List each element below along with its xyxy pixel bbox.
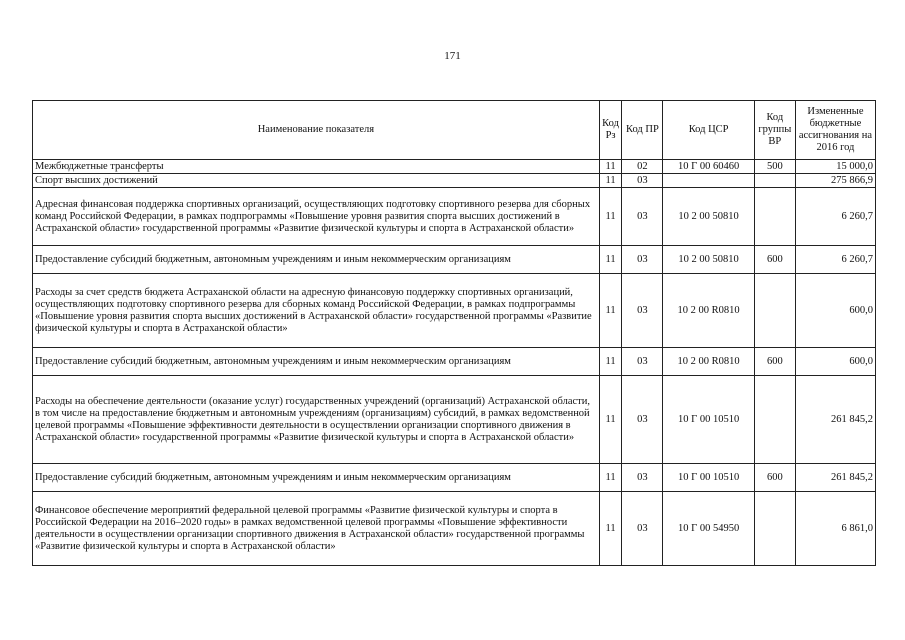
table-row [33,160,876,174]
row-amount: 6 260,7 [795,246,875,274]
table-row [33,188,876,246]
row-amount: 15 000,0 [795,160,875,174]
row-vr: 600 [754,348,795,376]
row-pr: 03 [622,246,663,274]
row-amount: 600,0 [795,348,875,376]
row-rz: 11 [599,174,622,188]
row-csr: 10 2 00 R0810 [663,348,754,376]
row-csr: 10 2 00 50810 [663,246,754,274]
header-pr: Код ПР [622,101,663,160]
row-rz: 11 [599,464,622,492]
row-vr [754,188,795,246]
row-vr: 600 [754,464,795,492]
header-name: Наименование показателя [33,101,600,160]
row-pr: 03 [622,174,663,188]
row-csr: 10 Г 00 60460 [663,160,754,174]
table-row [33,246,876,274]
row-rz: 11 [599,188,622,246]
page-number: 171 [444,50,461,62]
row-pr: 03 [622,376,663,464]
row-vr [754,274,795,348]
row-name: Спорт высших достижений [33,174,600,188]
row-amount: 6 861,0 [795,492,875,566]
row-amount: 261 845,2 [795,376,875,464]
row-csr: 10 2 00 R0810 [663,274,754,348]
row-vr [754,492,795,566]
row-vr: 600 [754,246,795,274]
row-amount: 261 845,2 [795,464,875,492]
row-pr: 03 [622,492,663,566]
row-amount: 275 866,9 [795,174,875,188]
row-csr: 10 Г 00 10510 [663,464,754,492]
row-pr: 03 [622,188,663,246]
table-row [33,348,876,376]
header-vr: Код группы ВР [754,101,795,160]
row-rz: 11 [599,160,622,174]
row-rz: 11 [599,376,622,464]
row-name: Расходы за счет средств бюджета Астраханской области на адресную финансовую поддержку спортивных организаций, осуществляющих подготовку спортивного резерва для сборных команд Российской Федерации, в рамках подпрограммы «Повышение уровня развития спорта высших достижений в Астраханской области» государственной программы «Развитие физической культуры и спорта в Астраханской области» [33,274,600,348]
table-row [33,464,876,492]
row-name: Межбюджетные трансферты [33,160,600,174]
row-rz: 11 [599,348,622,376]
header-csr: Код ЦСР [663,101,754,160]
table-row [33,492,876,566]
row-name: Предоставление субсидий бюджетным, автономным учреждениям и иным некоммерческим организациям [33,246,600,274]
row-pr: 03 [622,464,663,492]
budget-table [32,100,876,566]
table-row [33,274,876,348]
row-vr [754,174,795,188]
row-name: Финансовое обеспечение мероприятий федеральной целевой программы «Развитие физической культуры и спорта в Российской Федерации на 2016–2020 годы» в рамках ведомственной целевой программы «Повышение эффективности деятельности в осуществлении организации спортивного движения в Астраханской области» государственной программы «Развитие физической культуры и спорта в Астраханской области» [33,492,600,566]
row-vr [754,376,795,464]
row-csr: 10 2 00 50810 [663,188,754,246]
row-name: Расходы на обеспечение деятельности (оказание услуг) государственных учреждений (организаций) Астраханской области, в том числе на предоставление бюджетным и автономным учреждениям (организациям) субсидий, в рамках ведомственной целевой программы «Повышение эффективности деятельности в осуществлении организации спортивного движения в Астраханской области» государственной программы «Развитие физической культуры и спорта в Астраханской области» [33,376,600,464]
row-name: Адресная финансовая поддержка спортивных организаций, осуществляющих подготовку спортивного резерва для сборных команд Российской Федерации, в рамках подпрограммы «Повышение уровня развития спорта высших достижений в Астраханской области» государственной программы «Развитие физической культуры и спорта в Астраханской области» [33,188,600,246]
row-amount: 600,0 [795,274,875,348]
row-rz: 11 [599,274,622,348]
table-header-row [33,101,876,160]
row-amount: 6 260,7 [795,188,875,246]
header-rz: Код Рз [599,101,622,160]
row-rz: 11 [599,246,622,274]
row-csr: 10 Г 00 10510 [663,376,754,464]
row-csr [663,174,754,188]
table-row [33,174,876,188]
row-pr: 02 [622,160,663,174]
row-name: Предоставление субсидий бюджетным, автономным учреждениям и иным некоммерческим организациям [33,464,600,492]
row-rz: 11 [599,492,622,566]
header-amount: Измененные бюджетные ассигнования на 2016 год [795,101,875,160]
row-pr: 03 [622,348,663,376]
row-pr: 03 [622,274,663,348]
table-row [33,376,876,464]
row-name: Предоставление субсидий бюджетным, автономным учреждениям и иным некоммерческим организациям [33,348,600,376]
row-csr: 10 Г 00 54950 [663,492,754,566]
row-vr: 500 [754,160,795,174]
